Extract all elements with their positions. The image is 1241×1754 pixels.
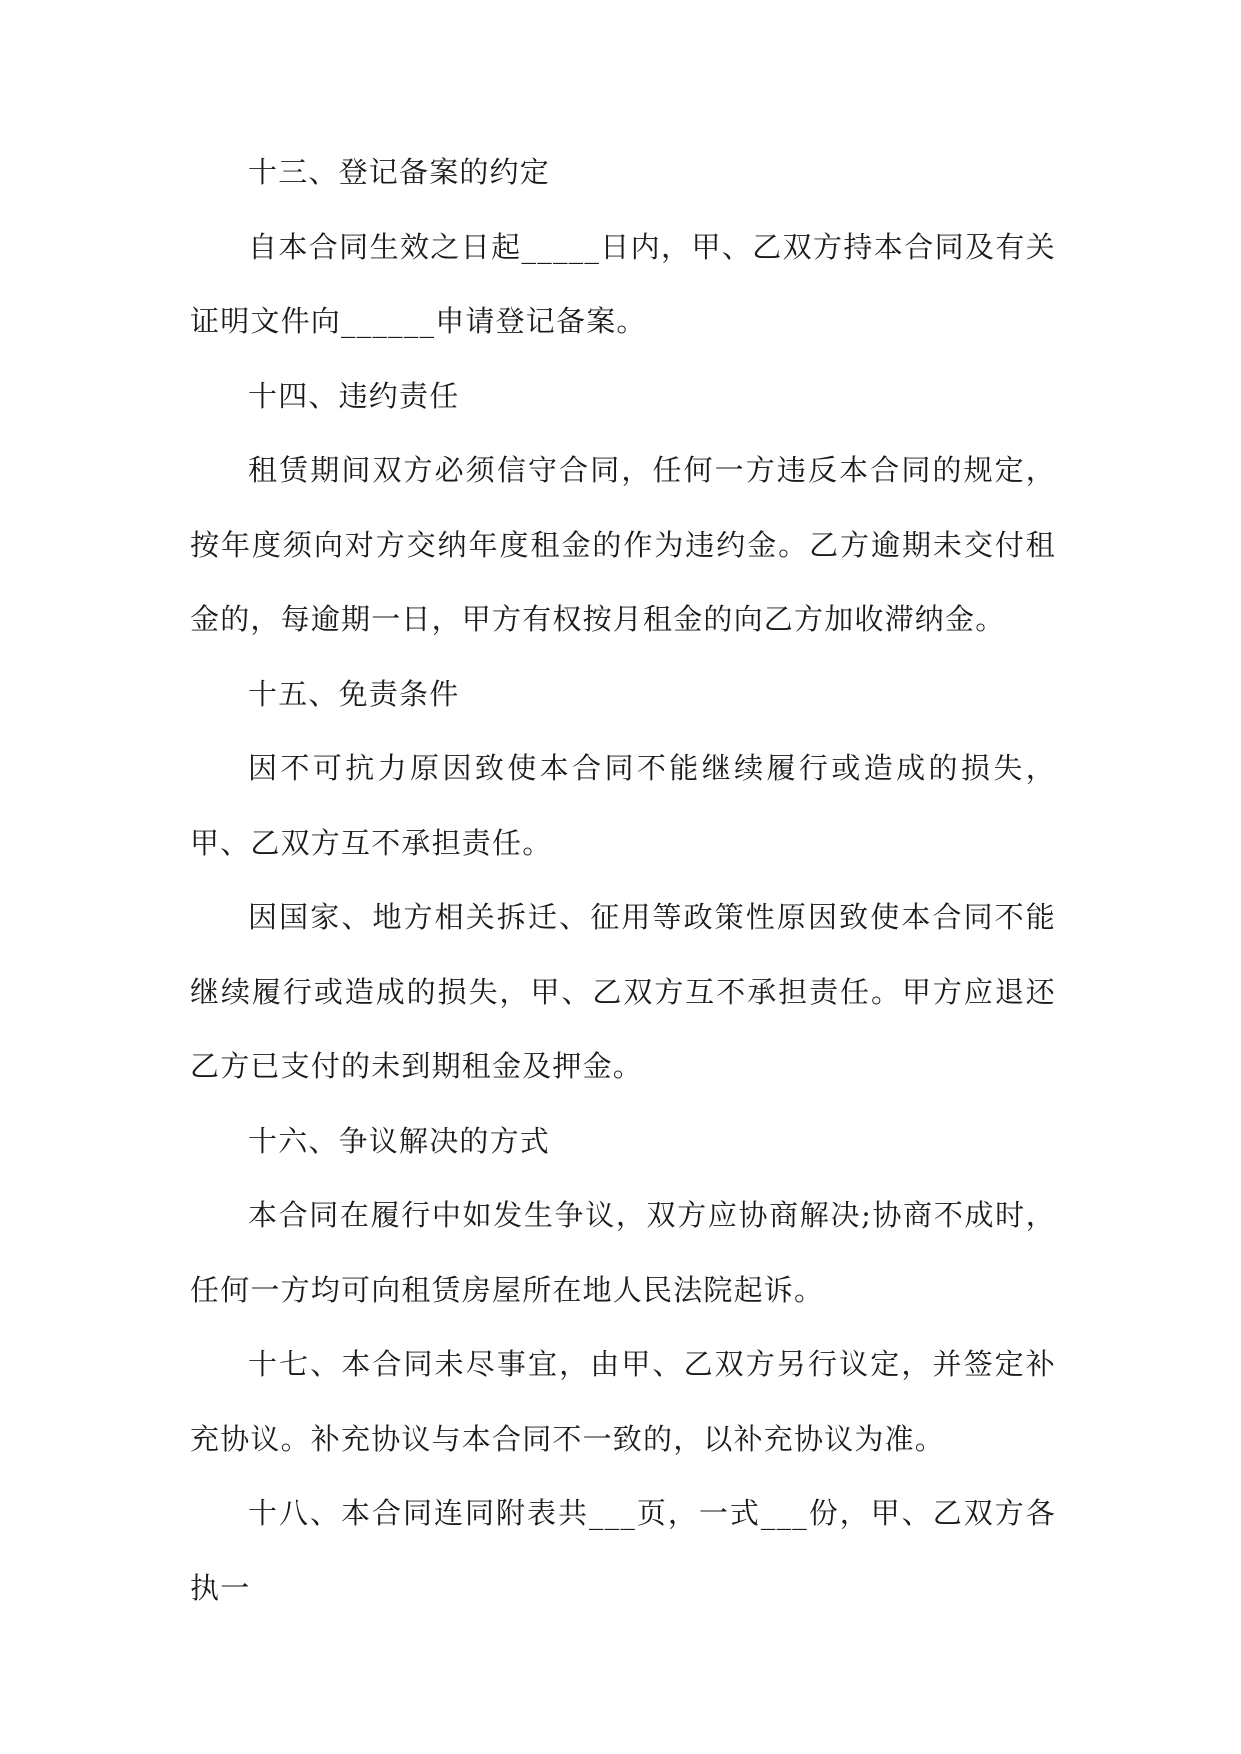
paragraph-dispute-resolution: 本合同在履行中如发生争议，双方应协商解决;协商不成时，任何一方均可向租赁房屋所在地人民法院起诉。 bbox=[190, 1198, 1056, 1307]
paragraph-copies: 十八、本合同连同附表共___页，一式___份，甲、乙双方各执一 bbox=[190, 1496, 1056, 1605]
heading-dispute-resolution: 十六、争议解决的方式 bbox=[248, 1123, 551, 1158]
paragraph-policy-exemption: 因国家、地方相关拆迁、征用等政策性原因致使本合同不能继续履行或造成的损失，甲、乙双方互不承担责任。甲方应退还乙方已支付的未到期租金及押金。 bbox=[190, 900, 1056, 1083]
paragraph-breach-liability: 租赁期间双方必须信守合同，任何一方违反本合同的规定，按年度须向对方交纳年度租金的作为违约金。乙方逾期未交付租金的，每逾期一日，甲方有权按月租金的向乙方加收滞纳金。 bbox=[190, 453, 1056, 636]
heading-registration: 十三、登记备案的约定 bbox=[248, 155, 551, 189]
heading-exemption: 十五、免责条件 bbox=[248, 676, 460, 711]
paragraph-force-majeure: 因不可抗力原因致使本合同不能继续履行或造成的损失，甲、乙双方互不承担责任。 bbox=[190, 751, 1056, 860]
paragraph-supplementary-agreement: 十七、本合同未尽事宜，由甲、乙双方另行议定，并签定补充协议。补充协议与本合同不一致的，以补充协议为准。 bbox=[190, 1347, 1056, 1456]
document-body bbox=[190, 135, 1056, 1625]
heading-breach-liability: 十四、违约责任 bbox=[248, 378, 460, 413]
paragraph-registration: 自本合同生效之日起_____日内，甲、乙双方持本合同及有关证明文件向______申请登记备案。 bbox=[190, 229, 1056, 338]
